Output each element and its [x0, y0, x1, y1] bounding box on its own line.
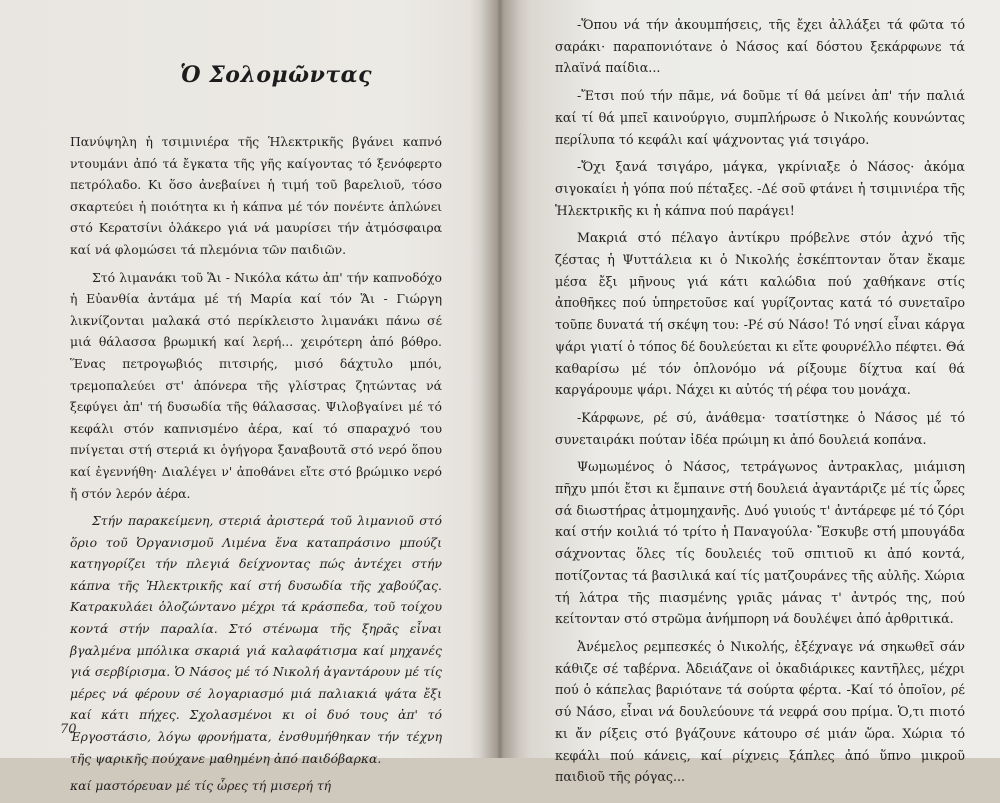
right-paragraph-4: Μακριά στό πέλαγο ἀντίκρυ πρόβελνε στόν ἀχνό τῆς ζέστας ἡ Ψυττάλεια κι ὁ Νικολής ἐσκέπτονταν ὅταν ἔκαμε μέσα ἔξι μῆνους γιά κάτι καλώδια πού χαθήκανε στίς ἀποθῆκες πού ὑπηρετοῦσε καί γυρίζοντας κατά τό συνεταῖρο τοῦπε δυνατά τή σκέψη του: -Ρέ σύ Νάσο! Τό νησί εἶναι κάργα ψάρι γιατί ὁ τόπος δέ δουλεύεται κι εἴτε φουρνέλλο πέφτει. Θά καθαρίσω μέ τόν ὁπλονόμο νά ρίξουμε δίχτυα καί θά καργάρουμε ψάρι. Νάχει κι αὐτός τή ρέφα του μονάχα.	[555, 230, 965, 398]
left-paragraph-3: Στήν παρακείμενη, στεριά ἀριστερά τοῦ λιμανιοῦ στό ὅριο τοῦ Ὀργανισμοῦ Λιμένα ἕνα καταπράσινο μπούζι κατηγορίζει τήν πλεγιά δείχνοντας πώς ἀντέχει στήν κάπνα τῆς Ἡλεκτρικῆς καί στή δυσωδία τῆς χαβούζας. Κατρακυλάει ὁλοζώντανο μέχρι τά κράσπεδα, τοῦ τοίχου κοντά στήν παραλία. Στό στένωμα τῆς ξηρᾶς εἶναι βγαλμένα μπόλικα σκαριά γιά καλαφάτισμα καί μηχανές γιά σερβίρισμα. Ὁ Νάσος μέ τό Νικολή ἀγαντάρουν μέ τίς μέρες νά φέρουν σέ λογαριασμό μιά παλιακιά ψάτα ἔξι καί κάτι πήχες. Σχολασμένοι κι οἱ δυό τους ἀπ' τό Ἐργοστάσιο, λόγω φρονήματα, ἐνσθυμήθηκαν τήν τέχνη τῆς ψαρικῆς πούχανε μαθημένη ἀπό παιδόβαρκα.	[70, 513, 442, 766]
right-paragraph-2: -Ἔτσι πού τήν πᾶμε, νά δοῦμε τί θά μείνει ἀπ' τήν παλιά καί τί θά μπεῖ καινούργιο, συμπλήρωσε ὁ Νικολής κουνώντας περίλυπα τό κεφάλι καί ψάχνοντας γιά τσιγάρο.	[555, 88, 965, 147]
right-page-text	[555, 14, 965, 794]
left-paragraph-1: Πανύψηλη ἡ τσιμινιέρα τῆς Ἡλεκτρικῆς βγάνει καπνό ντουμάνι ἀπό τά ἔγκατα τῆς γῆς καίγοντας τό ξενόφερτο πετρόλαδο. Κι ὅσο ἀνεβαίνει ἡ τιμή τοῦ βαρελιοῦ, τόσο σκαρτεύει ἡ ποιότητα κι ἡ κάπνα μέ τόν πονέντε ἁπλώνει στό Κερατσίνι ὁλάκερο γιά νά μαυρίσει τήν ἀτμόσφαιρα καί νά φλομώσει τά πλεμόνια τῶν παιδιῶν.	[70, 134, 442, 257]
left-page	[0, 0, 495, 794]
chapter-title: Ὁ Σολομῶντας	[180, 62, 372, 88]
right-paragraph-5: -Κάρφωνε, ρέ σύ, ἀνάθεμα· τσατίστηκε ὁ Νάσος μέ τό συνεταιράκι πούταν ἰδέα πρώιμη κι ἀπό δουλειά κοπάνα.	[555, 409, 965, 447]
right-paragraph-3: -Ὄχι ξανά τσιγάρο, μάγκα, γκρίνιαξε ὁ Νάσος· ἀκόμα σιγοκαίει ἡ γόπα πού πέταξες. -Δέ σοῦ φτάνει ἡ τσιμινιέρα τῆς Ἡλεκτρικῆς κι ἡ κάπνα πού παράγει!	[555, 159, 965, 218]
right-page	[505, 0, 1000, 785]
left-page-text	[70, 131, 442, 803]
page-number: 70	[60, 722, 77, 737]
left-paragraph-2: Στό λιμανάκι τοῦ Ἅι - Νικόλα κάτω ἀπ' τήν καπνοδόχο ἡ Εὐανθία ἀντάμα μέ τή Μαρία καί τόν Ἅι - Γιώργη λικνίζονται μαλακά στό περίκλειστο λιμανάκι πάνω σέ μιά θάλασσα βρωμική καί λερή... χειρότερη ἀπό βόθρο. Ἕνας πετρογωβιός πιτσιρής, μισό δάχτυλο μπόι, τρεμοπαλεύει στ' ἀπόνερα τῆς γλίστρας ζητώντας νά ξεφύγει ἀπ' τή δυσωδία τῆς θάλασσας. Ψιλοβγαίνει μέ τό κεφάλι στόν καπνισμένο ἀέρα, καί τό σπαραχνό του πνίγεται στή στεριά κι ὁγήγορα ξαναβουτᾶ στό νερό ὅπου καί ἐγεννήθη· Διαλέγει ν' ἀποθάνει εἴτε στό βρώμικο νερό ἤ στόν λερόν ἀέρα.	[70, 269, 442, 501]
right-paragraph-6: Ψωμωμένος ὁ Νάσος, τετράγωνος ἀντρακλας, μιάμιση πῆχυ μπόι ἔτσι κι ἔμπαινε στή δουλειά ἀγαντάριζε μέ τίς ὧρες σά διωστήρας ἀτμομηχανῆς. Δυό γυιούς τ' ἀντάρεφε μέ τό ζόρι καί στήν κοιλιά τό τρίτο ἡ Παναγούλα· Ἔσκυβε στή μπουγάδα σάχνοντας ὅλες τίς δουλειές τοῦ σπιτιοῦ κι ἀπό κοντά, ποτίζοντας τά βασιλικά καί τίς ματζουράνες τῆς αὐλῆς. Χώρια τή λάτρα τῆς πιασμένης γριᾶς μάνας τ' ἀντρός της, πού κείτονταν στό στρῶμα ἀνήμπορη νά δουλέψει ἀπό ἀρθριτικά.	[555, 459, 965, 627]
left-last-line: καί μαστόρευαν μέ τίς ὧρες τή μισερή τή	[70, 778, 332, 794]
right-paragraph-7: Ἀνέμελος ρεμπεσκές ὁ Νικολής, ἐξέχναγε νά σηκωθεῖ σάν κάθιζε σέ ταβέρνα. Ἀδειάζανε οἱ ὀκαδιάρικες καντῆλες, μέχρι πού ὁ κάπελας βαριότανε τά σούρτα φέρτα. -Καί τό ὁποῖον, ρέ σύ Νάσο, εἶναι νά δουλεύουνε τά νεφρά σου πρίμα. Ὁ,τι πιοτό κι ἄν ρίξεις στό βγάζουνε κάτουρο σέ μιάν ὥρα. Χώρια τό κεφάλι πού κάνεις, καί ρίχνεις ξάπλες ἀπό ὕπνο μικροῦ παιδιοῦ τῆς ρόγας...	[555, 638, 965, 785]
right-paragraph-1: -Ὅπου νά τήν ἀκουμπήσεις, τῆς ἔχει ἀλλάξει τά φῶτα τό σαράκι· παραπονιότανε ὁ Νάσος καί δόστου ξεκάρφωνε τά πλαϊνά παίδια...	[555, 17, 965, 76]
